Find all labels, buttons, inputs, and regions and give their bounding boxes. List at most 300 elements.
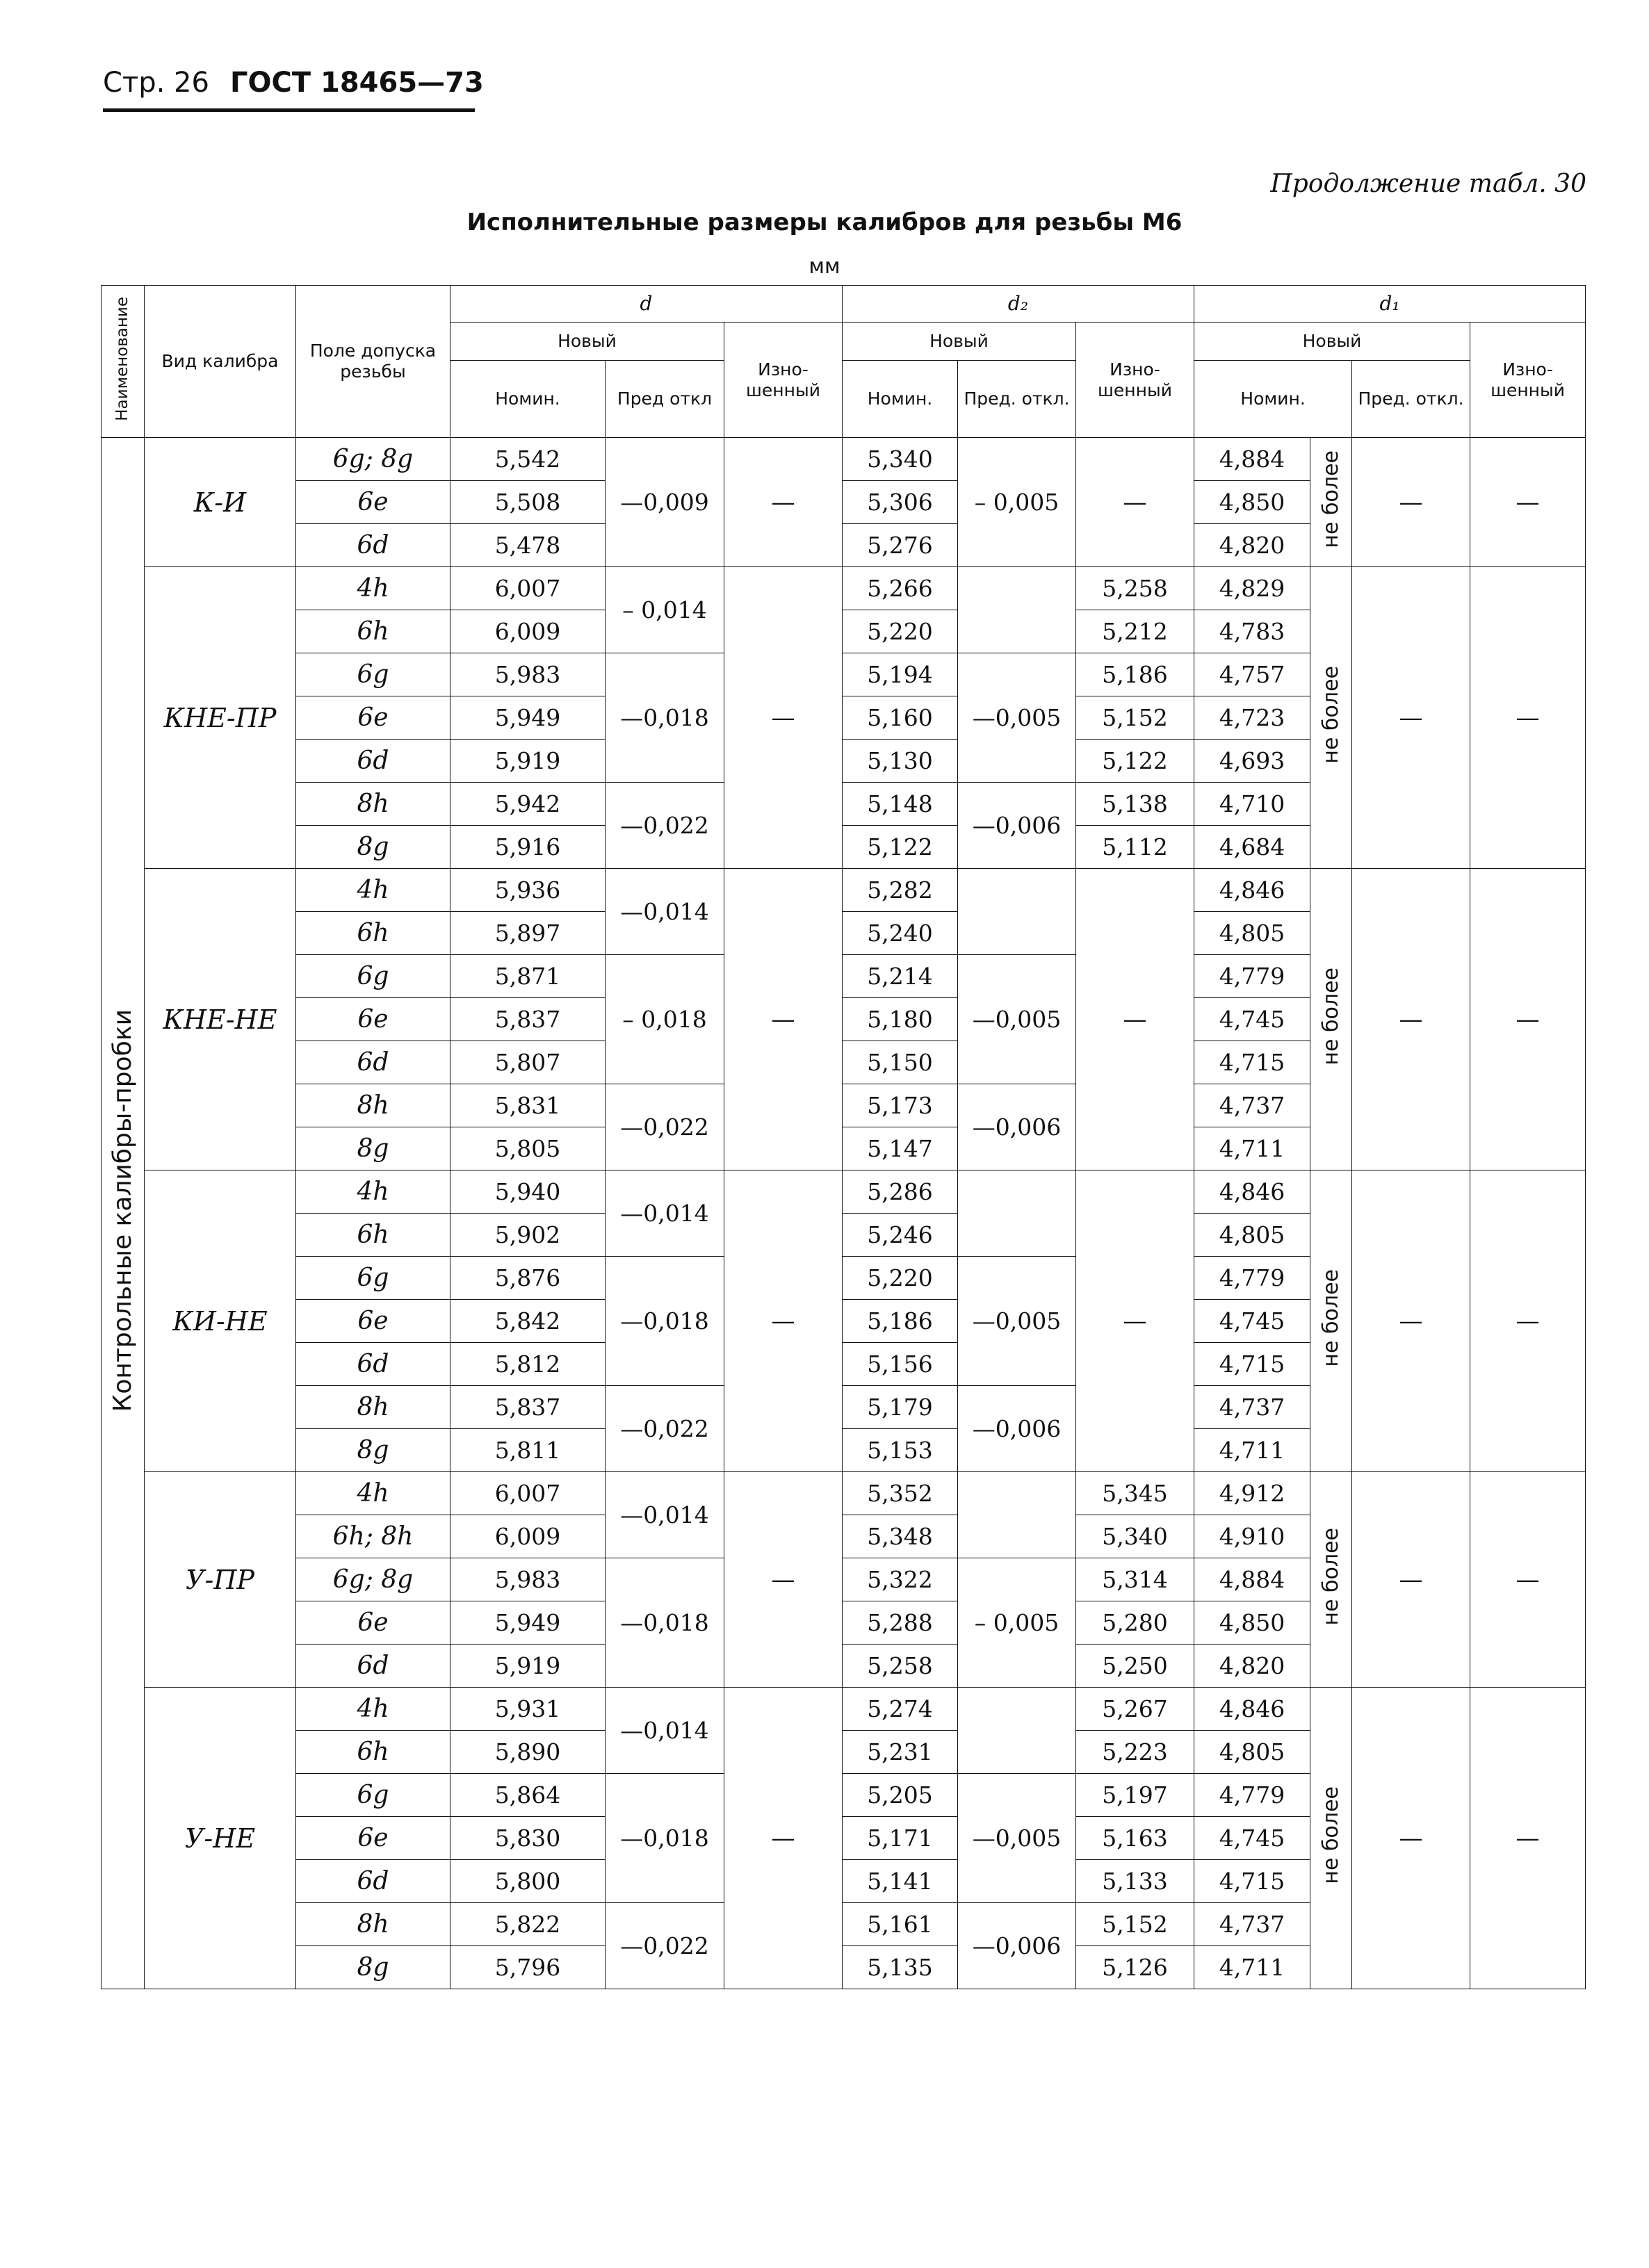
d2-deviation: —0,005 [958, 955, 1076, 1084]
d1-nominal: 4,745 [1194, 998, 1310, 1041]
d-nominal: 5,949 [450, 1601, 606, 1645]
tolerance-field-value: 6h [357, 1738, 389, 1766]
d2-nominal: 5,276 [843, 524, 958, 567]
d-nominal: 5,897 [450, 912, 606, 955]
d1-nominal: 4,737 [1194, 1903, 1310, 1946]
d2-nominal: 5,306 [843, 481, 958, 524]
tolerance-field [296, 567, 450, 610]
d2-nominal: 5,214 [843, 955, 958, 998]
dash-mark: — [1516, 488, 1540, 516]
d2-nominal: 5,348 [843, 1515, 958, 1558]
tolerance-field-value: 8h [357, 1393, 389, 1421]
header-d2 [843, 286, 1194, 323]
tolerance-field [296, 1731, 450, 1774]
header-d2-new: Новый [843, 323, 1076, 361]
d1-not-more-cell [1310, 1688, 1352, 1989]
gauge-kind [145, 1170, 296, 1472]
d1-worn [1470, 1688, 1586, 1989]
d2-worn [1076, 438, 1194, 567]
d-deviation: —0,014 [606, 869, 724, 955]
tolerance-field-value: 6d [357, 747, 389, 775]
gauge-kind [145, 438, 296, 567]
tolerance-field [296, 610, 450, 653]
tolerance-field [296, 1558, 450, 1601]
d1-nominal: 4,805 [1194, 1731, 1310, 1774]
d1-not-more-cell [1310, 869, 1352, 1170]
table-header [101, 286, 1586, 438]
d1-not-more-cell [1310, 438, 1352, 567]
d1-worn [1470, 1170, 1586, 1472]
tolerance-field-value: 4h [357, 1479, 389, 1508]
dash-mark: — [1399, 1824, 1423, 1852]
tolerance-field [296, 912, 450, 955]
d-worn [724, 567, 843, 869]
d1-worn [1470, 438, 1586, 567]
d2-nominal: 5,160 [843, 696, 958, 740]
d-deviation: – 0,014 [606, 567, 724, 653]
tolerance-field-value: 6g [357, 660, 389, 689]
d1-nominal: 4,805 [1194, 912, 1310, 955]
d2-deviation: —0,006 [958, 1903, 1076, 1989]
d1-deviation [1352, 1472, 1470, 1688]
d1-nominal: 4,846 [1194, 1170, 1310, 1214]
tolerance-field [296, 1601, 450, 1645]
d1-nominal: 4,884 [1194, 1558, 1310, 1601]
header-field: Поле допуска резьбы [296, 286, 450, 438]
d2-deviation: – 0,005 [958, 438, 1076, 567]
header-d2-symbol: d₂ [1007, 292, 1029, 316]
d2-deviation: —0,006 [958, 1084, 1076, 1170]
tolerance-field [296, 1946, 450, 1989]
header-kind: Вид калибра [145, 286, 296, 438]
tolerance-field [296, 1429, 450, 1472]
tolerance-field [296, 1472, 450, 1515]
header-d [450, 286, 843, 323]
d-deviation: – 0,018 [606, 955, 724, 1084]
tolerance-field [296, 1257, 450, 1300]
d-deviation: —0,022 [606, 1386, 724, 1472]
d2-deviation [958, 1688, 1076, 1774]
group-label: Контрольные калибры-пробки [108, 1009, 137, 1412]
d1-nominal: 4,779 [1194, 1774, 1310, 1817]
d1-nominal: 4,711 [1194, 1429, 1310, 1472]
dash-mark: — [771, 1307, 795, 1335]
tolerance-field-value: 6h [357, 617, 389, 646]
d-deviation: —0,018 [606, 1257, 724, 1386]
table-row [101, 869, 1586, 912]
d2-worn: 5,138 [1076, 783, 1194, 826]
tolerance-field [296, 826, 450, 869]
dash-mark: — [1399, 1307, 1423, 1335]
d-deviation: —0,018 [606, 1774, 724, 1903]
header-d2-dev: Пред. откл. [958, 361, 1076, 438]
dash-mark: — [1123, 1005, 1147, 1034]
table-row [101, 1688, 1586, 1731]
d2-deviation [958, 567, 1076, 653]
dash-mark: — [771, 488, 795, 516]
d2-deviation [958, 1170, 1076, 1257]
d-nominal: 5,478 [450, 524, 606, 567]
tolerance-field [296, 438, 450, 481]
d2-deviation: —0,006 [958, 1386, 1076, 1472]
tolerance-field [296, 696, 450, 740]
d1-nominal: 4,912 [1194, 1472, 1310, 1515]
d-nominal: 5,942 [450, 783, 606, 826]
d1-nominal: 4,850 [1194, 481, 1310, 524]
d2-deviation: —0,005 [958, 653, 1076, 783]
d1-nominal: 4,846 [1194, 1688, 1310, 1731]
d1-nominal: 4,710 [1194, 783, 1310, 826]
d-deviation: —0,018 [606, 653, 724, 783]
d1-nominal: 4,715 [1194, 1343, 1310, 1386]
d-nominal: 5,807 [450, 1041, 606, 1084]
dash-mark: — [771, 1005, 795, 1034]
d-nominal: 5,831 [450, 1084, 606, 1127]
d-deviation: —0,022 [606, 783, 724, 869]
table-body [101, 438, 1586, 1989]
dash-mark: — [771, 703, 795, 732]
d1-not-more-cell [1310, 567, 1352, 869]
d-nominal: 5,902 [450, 1214, 606, 1257]
d2-nominal: 5,322 [843, 1558, 958, 1601]
d-nominal: 5,837 [450, 998, 606, 1041]
d1-nominal: 4,846 [1194, 869, 1310, 912]
d2-worn: 5,163 [1076, 1817, 1194, 1860]
header-d-new: Новый [450, 323, 724, 361]
d2-worn: 5,112 [1076, 826, 1194, 869]
d1-nominal: 4,910 [1194, 1515, 1310, 1558]
header-name: Наименование [113, 297, 131, 421]
d2-nominal: 5,220 [843, 1257, 958, 1300]
d2-nominal: 5,130 [843, 740, 958, 783]
d2-nominal: 5,150 [843, 1041, 958, 1084]
d2-nominal: 5,340 [843, 438, 958, 481]
tolerance-field [296, 1041, 450, 1084]
d-deviation: —0,022 [606, 1084, 724, 1170]
standard-code: ГОСТ 18465—73 [229, 67, 484, 99]
tolerance-field-value: 4h [357, 1695, 389, 1723]
gauge-kind-label: У-ПР [185, 1564, 254, 1595]
tolerance-field-value: 6h [357, 1221, 389, 1249]
tolerance-field [296, 1515, 450, 1558]
d1-nominal: 4,820 [1194, 524, 1310, 567]
tolerance-field-value: 6d [357, 531, 389, 560]
d2-nominal: 5,282 [843, 869, 958, 912]
d1-nominal: 4,723 [1194, 696, 1310, 740]
d-nominal: 5,983 [450, 1558, 606, 1601]
d1-deviation [1352, 1170, 1470, 1472]
gauge-kind-label: КНЕ-ПР [163, 702, 277, 733]
tolerance-field-value: 8g [357, 1134, 389, 1163]
tolerance-field-value: 6e [357, 1824, 389, 1852]
dash-mark: — [1516, 703, 1540, 732]
tolerance-field-value: 6g [357, 1781, 389, 1809]
tolerance-field-value: 8h [357, 1910, 389, 1939]
d1-nominal: 4,779 [1194, 955, 1310, 998]
dash-mark: — [1399, 1565, 1423, 1594]
tolerance-field [296, 869, 450, 912]
d2-worn: 5,197 [1076, 1774, 1194, 1817]
tolerance-field [296, 955, 450, 998]
tolerance-field [296, 1300, 450, 1343]
gauge-kind-label: У-НЕ [184, 1822, 256, 1854]
tolerance-field [296, 1688, 450, 1731]
d1-nominal: 4,711 [1194, 1127, 1310, 1170]
tolerance-field [296, 481, 450, 524]
d-nominal: 5,842 [450, 1300, 606, 1343]
d2-nominal: 5,161 [843, 1903, 958, 1946]
d1-nominal: 4,711 [1194, 1946, 1310, 1989]
dash-mark: — [1516, 1824, 1540, 1852]
d1-nominal: 4,693 [1194, 740, 1310, 783]
d-nominal: 5,890 [450, 1731, 606, 1774]
d-worn [724, 1472, 843, 1688]
tolerance-field [296, 1214, 450, 1257]
not-more-label: не более [1319, 450, 1344, 548]
dash-mark: — [1123, 1307, 1147, 1335]
d-worn [724, 438, 843, 567]
header-d-worn: Изно-шенный [724, 323, 843, 438]
not-more-label: не более [1319, 666, 1344, 764]
tolerance-field-value: 4h [357, 1177, 389, 1206]
gauge-kind [145, 1688, 296, 1989]
d2-worn: 5,258 [1076, 567, 1194, 610]
tolerance-field-value: 4h [357, 876, 389, 904]
d2-worn: 5,186 [1076, 653, 1194, 696]
tolerance-field [296, 1860, 450, 1903]
gauge-kind [145, 567, 296, 869]
d2-deviation: —0,005 [958, 1257, 1076, 1386]
not-more-label: не более [1319, 1269, 1344, 1367]
d2-nominal: 5,147 [843, 1127, 958, 1170]
dash-mark: — [1399, 1005, 1423, 1034]
d2-nominal: 5,156 [843, 1343, 958, 1386]
d-worn [724, 1688, 843, 1989]
tolerance-field [296, 653, 450, 696]
d2-nominal: 5,274 [843, 1688, 958, 1731]
d-nominal: 5,919 [450, 740, 606, 783]
table-title: Исполнительные размеры калибров для резьбы М6 [466, 209, 1183, 236]
d-nominal: 5,822 [450, 1903, 606, 1946]
d2-nominal: 5,180 [843, 998, 958, 1041]
unit-label: мм [809, 254, 840, 279]
d1-deviation [1352, 869, 1470, 1170]
tolerance-field [296, 1084, 450, 1127]
d2-nominal: 5,231 [843, 1731, 958, 1774]
d1-nominal: 4,779 [1194, 1257, 1310, 1300]
d-nominal: 5,876 [450, 1257, 606, 1300]
d-nominal: 5,812 [450, 1343, 606, 1386]
dash-mark: — [1123, 488, 1147, 516]
d-nominal: 5,931 [450, 1688, 606, 1731]
d2-worn: 5,152 [1076, 1903, 1194, 1946]
d2-nominal: 5,194 [843, 653, 958, 696]
gauge-dimensions-table [101, 285, 1586, 1989]
d-nominal: 5,936 [450, 869, 606, 912]
gauge-kind-label: КИ-НЕ [172, 1305, 268, 1337]
d1-worn [1470, 869, 1586, 1170]
d1-not-more-cell [1310, 1472, 1352, 1688]
d1-nominal: 4,715 [1194, 1041, 1310, 1084]
tolerance-field [296, 998, 450, 1041]
header-d1-nom: Номин. [1194, 361, 1352, 438]
dash-mark: — [1516, 1307, 1540, 1335]
d1-nominal: 4,820 [1194, 1645, 1310, 1688]
d-nominal: 5,871 [450, 955, 606, 998]
d2-nominal: 5,171 [843, 1817, 958, 1860]
d2-deviation [958, 869, 1076, 955]
gauge-kind-label: КНЕ-НЕ [163, 1004, 277, 1035]
d1-nominal: 4,884 [1194, 438, 1310, 481]
d-worn [724, 869, 843, 1170]
header-d2-nom: Номин. [843, 361, 958, 438]
d-nominal: 5,940 [450, 1170, 606, 1214]
tolerance-field-value: 6h; 8h [332, 1522, 414, 1551]
d2-worn: 5,133 [1076, 1860, 1194, 1903]
d1-deviation [1352, 567, 1470, 869]
tolerance-field [296, 740, 450, 783]
d2-nominal: 5,122 [843, 826, 958, 869]
d2-deviation: —0,006 [958, 783, 1076, 869]
d1-nominal: 4,715 [1194, 1860, 1310, 1903]
dash-mark: — [1516, 1565, 1540, 1594]
tolerance-field-value: 6g [357, 962, 389, 990]
d2-nominal: 5,352 [843, 1472, 958, 1515]
dash-mark: — [1516, 1005, 1540, 1034]
tolerance-field-value: 8g [357, 833, 389, 861]
d1-deviation [1352, 438, 1470, 567]
d-deviation: —0,014 [606, 1170, 724, 1257]
d-deviation: —0,009 [606, 438, 724, 567]
d-nominal: 5,916 [450, 826, 606, 869]
header-name-cell [101, 286, 145, 438]
d1-nominal: 4,745 [1194, 1817, 1310, 1860]
header-d-nom: Номин. [450, 361, 606, 438]
d-worn [724, 1170, 843, 1472]
group-label-cell [101, 438, 145, 1989]
d2-nominal: 5,220 [843, 610, 958, 653]
d2-nominal: 5,186 [843, 1300, 958, 1343]
d2-nominal: 5,288 [843, 1601, 958, 1645]
header-d-dev: Пред откл [606, 361, 724, 438]
d-nominal: 6,009 [450, 610, 606, 653]
gauge-kind [145, 1472, 296, 1688]
not-more-label: не более [1319, 1528, 1344, 1626]
header-d1 [1194, 286, 1586, 323]
tolerance-field-value: 6g [357, 1264, 389, 1292]
tolerance-field-value: 8g [357, 1953, 389, 1982]
d2-deviation: – 0,005 [958, 1558, 1076, 1688]
d2-worn: 5,250 [1076, 1645, 1194, 1688]
d-nominal: 5,864 [450, 1774, 606, 1817]
d1-nominal: 4,737 [1194, 1386, 1310, 1429]
header-d1-worn: Изно-шенный [1470, 323, 1586, 438]
tolerance-field-value: 6g; 8g [332, 1565, 414, 1594]
d-nominal: 6,009 [450, 1515, 606, 1558]
tolerance-field-value: 6g; 8g [332, 445, 414, 473]
table-row [101, 567, 1586, 610]
d2-deviation [958, 1472, 1076, 1558]
not-more-label: не более [1319, 968, 1344, 1066]
tolerance-field-value: 4h [357, 574, 389, 603]
d2-worn: 5,340 [1076, 1515, 1194, 1558]
d-deviation: —0,018 [606, 1558, 724, 1688]
gauge-kind-label: К-И [193, 487, 247, 518]
dash-mark: — [1399, 703, 1423, 732]
d2-nominal: 5,246 [843, 1214, 958, 1257]
tolerance-field-value: 8h [357, 790, 389, 818]
tolerance-field [296, 1903, 450, 1946]
table-row [101, 438, 1586, 481]
d2-worn: 5,280 [1076, 1601, 1194, 1645]
d2-deviation: —0,005 [958, 1774, 1076, 1903]
tolerance-field-value: 6d [357, 1350, 389, 1378]
d1-nominal: 4,783 [1194, 610, 1310, 653]
d2-nominal: 5,258 [843, 1645, 958, 1688]
tolerance-field [296, 1774, 450, 1817]
page-number: Стр. 26 [103, 67, 209, 99]
d1-nominal: 4,805 [1194, 1214, 1310, 1257]
d2-nominal: 5,135 [843, 1946, 958, 1989]
header-d-symbol: d [640, 292, 653, 316]
header-d1-new: Новый [1194, 323, 1470, 361]
header-rule [103, 108, 475, 112]
d1-nominal: 4,684 [1194, 826, 1310, 869]
d1-nominal: 4,757 [1194, 653, 1310, 696]
d1-nominal: 4,850 [1194, 1601, 1310, 1645]
tolerance-field-value: 6e [357, 1608, 389, 1637]
d1-worn [1470, 1472, 1586, 1688]
tolerance-field-value: 8g [357, 1436, 389, 1465]
d2-worn: 5,122 [1076, 740, 1194, 783]
d-nominal: 5,805 [450, 1127, 606, 1170]
d1-not-more-cell [1310, 1170, 1352, 1472]
tolerance-field [296, 524, 450, 567]
tolerance-field [296, 1645, 450, 1688]
dash-mark: — [1399, 488, 1423, 516]
d-nominal: 5,542 [450, 438, 606, 481]
tolerance-field [296, 1817, 450, 1860]
table-row [101, 1170, 1586, 1214]
not-more-label: не более [1319, 1786, 1344, 1884]
dash-mark: — [771, 1824, 795, 1852]
d2-nominal: 5,141 [843, 1860, 958, 1903]
tolerance-field-value: 6d [357, 1048, 389, 1077]
d2-worn: 5,267 [1076, 1688, 1194, 1731]
tolerance-field-value: 6e [357, 703, 389, 732]
tolerance-field [296, 1127, 450, 1170]
header-d1-symbol: d₁ [1379, 292, 1400, 316]
d-nominal: 6,007 [450, 567, 606, 610]
tolerance-field-value: 6d [357, 1651, 389, 1680]
d2-worn [1076, 869, 1194, 1170]
d2-worn [1076, 1170, 1194, 1472]
table-row [101, 1472, 1586, 1515]
tolerance-field-value: 6h [357, 919, 389, 947]
d-nominal: 5,508 [450, 481, 606, 524]
d2-worn: 5,223 [1076, 1731, 1194, 1774]
d-nominal: 5,949 [450, 696, 606, 740]
d2-nominal: 5,240 [843, 912, 958, 955]
d2-nominal: 5,148 [843, 783, 958, 826]
d1-nominal: 4,745 [1194, 1300, 1310, 1343]
d2-worn: 5,212 [1076, 610, 1194, 653]
d2-worn: 5,314 [1076, 1558, 1194, 1601]
d2-nominal: 5,153 [843, 1429, 958, 1472]
d2-worn: 5,345 [1076, 1472, 1194, 1515]
d-nominal: 5,830 [450, 1817, 606, 1860]
d-nominal: 5,811 [450, 1429, 606, 1472]
